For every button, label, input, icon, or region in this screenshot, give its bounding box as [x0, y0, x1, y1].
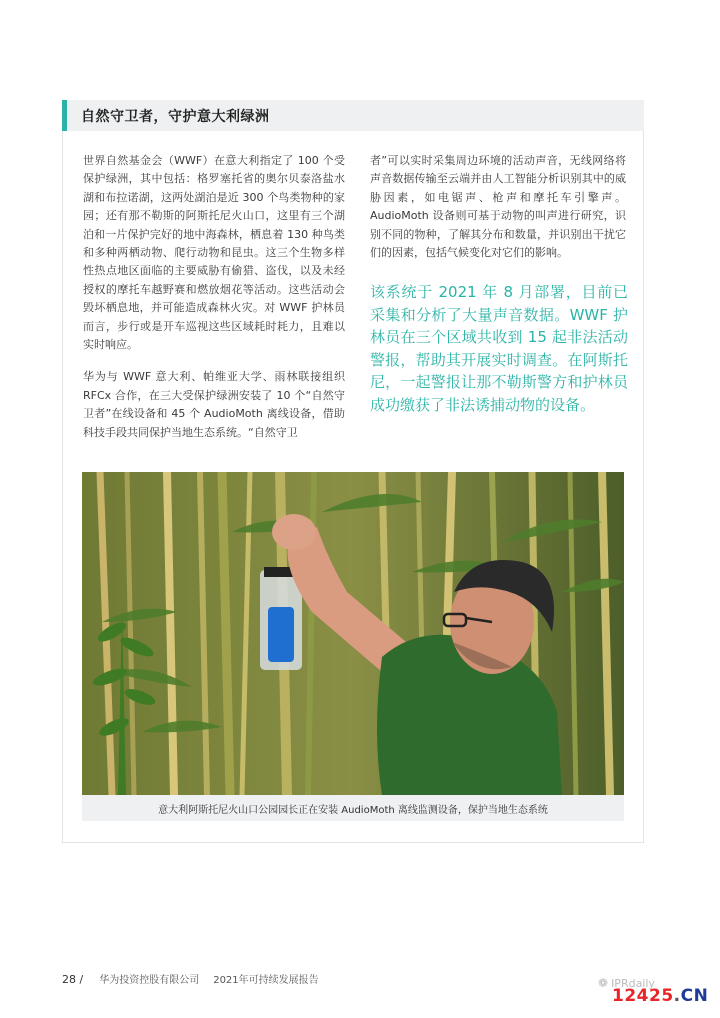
logo-cn: CN — [680, 986, 709, 1006]
wechat-watermark-text: IPRdaily — [611, 976, 655, 990]
left-paragraph-2: 华为与 WWF 意大利、帕维亚大学、雨林联接组织 RFCx 合作，在三大受保护绿洲安装了 10 个“自然守卫者”在线设备和 45 个 AudioMoth 离线设备，借助科技手段共同保护当地生态系统。“自然守卫 — [83, 370, 345, 439]
section-title: 自然守卫者，守护意大利绿洲 — [81, 108, 270, 125]
footer-company: 华为投资控股有限公司 — [99, 975, 200, 986]
footer-report: 2021年可持续发展报告 — [213, 975, 319, 986]
logo-digits: 12425 — [612, 986, 674, 1006]
photo — [82, 472, 624, 795]
photo-illustration — [82, 472, 624, 795]
section-header — [62, 100, 644, 131]
wechat-icon: ❁ — [598, 976, 609, 990]
site-logo-watermark — [612, 986, 708, 1006]
right-column — [370, 152, 626, 262]
pull-quote: 该系统于 2021 年 8 月部署，目前已采集和分析了大量声音数据。WWF 护林员在三个区域共收到 15 起非法活动警报，帮助其开展实时调查。在阿斯托尼，一起警报让那不勒斯警方和护林员成功缴获了非法诱捕动物的设备。 — [370, 283, 628, 414]
logo-dot: . — [673, 986, 681, 1006]
left-paragraph-1: 世界自然基金会（WWF）在意大利指定了 100 个受保护绿洲，其中包括：格罗塞托省的奥尔贝泰洛盐水湖和布拉诺湖，这两处湖泊是近 300 个鸟类物种的家园；还有那不勒斯的阿斯托尼火山口，这里有三个湖泊和一片保护完好的地中海森林，栖息着 130 种鸟类和多种两栖动物、爬行动物和昆虫。这三个生物多样性热点地区面临的主要威胁有偷猎、盗伐，以及未经授权的摩托车越野赛和燃放烟花等活动。这些活动会毁坏栖息地，并可能造成森林火灾。对 WWF 护林员而言，步行或是开车巡视这些区域耗时耗力，且难以实时响应。 — [83, 154, 345, 352]
page-number: 28 / — [62, 973, 84, 986]
accent-bar — [62, 100, 67, 131]
footer — [62, 971, 319, 986]
left-column — [83, 152, 345, 456]
right-paragraph-1: 者”可以实时采集周边环境的活动声音，无线网络将声音数据传输至云端并由人工智能分析识别其中的威胁因素，如电锯声、枪声和摩托车引擎声。AudioMoth 设备则可基于动物的叫声进行研究，识别不同的物种，了解其分布和数量，并识别出干扰它们的因素，包括气候变化对它们的影响。 — [370, 154, 626, 260]
photo-caption: 意大利阿斯托尼火山口公园园长正在安装 AudioMoth 离线监测设备，保护当地生态系统 — [82, 795, 624, 821]
